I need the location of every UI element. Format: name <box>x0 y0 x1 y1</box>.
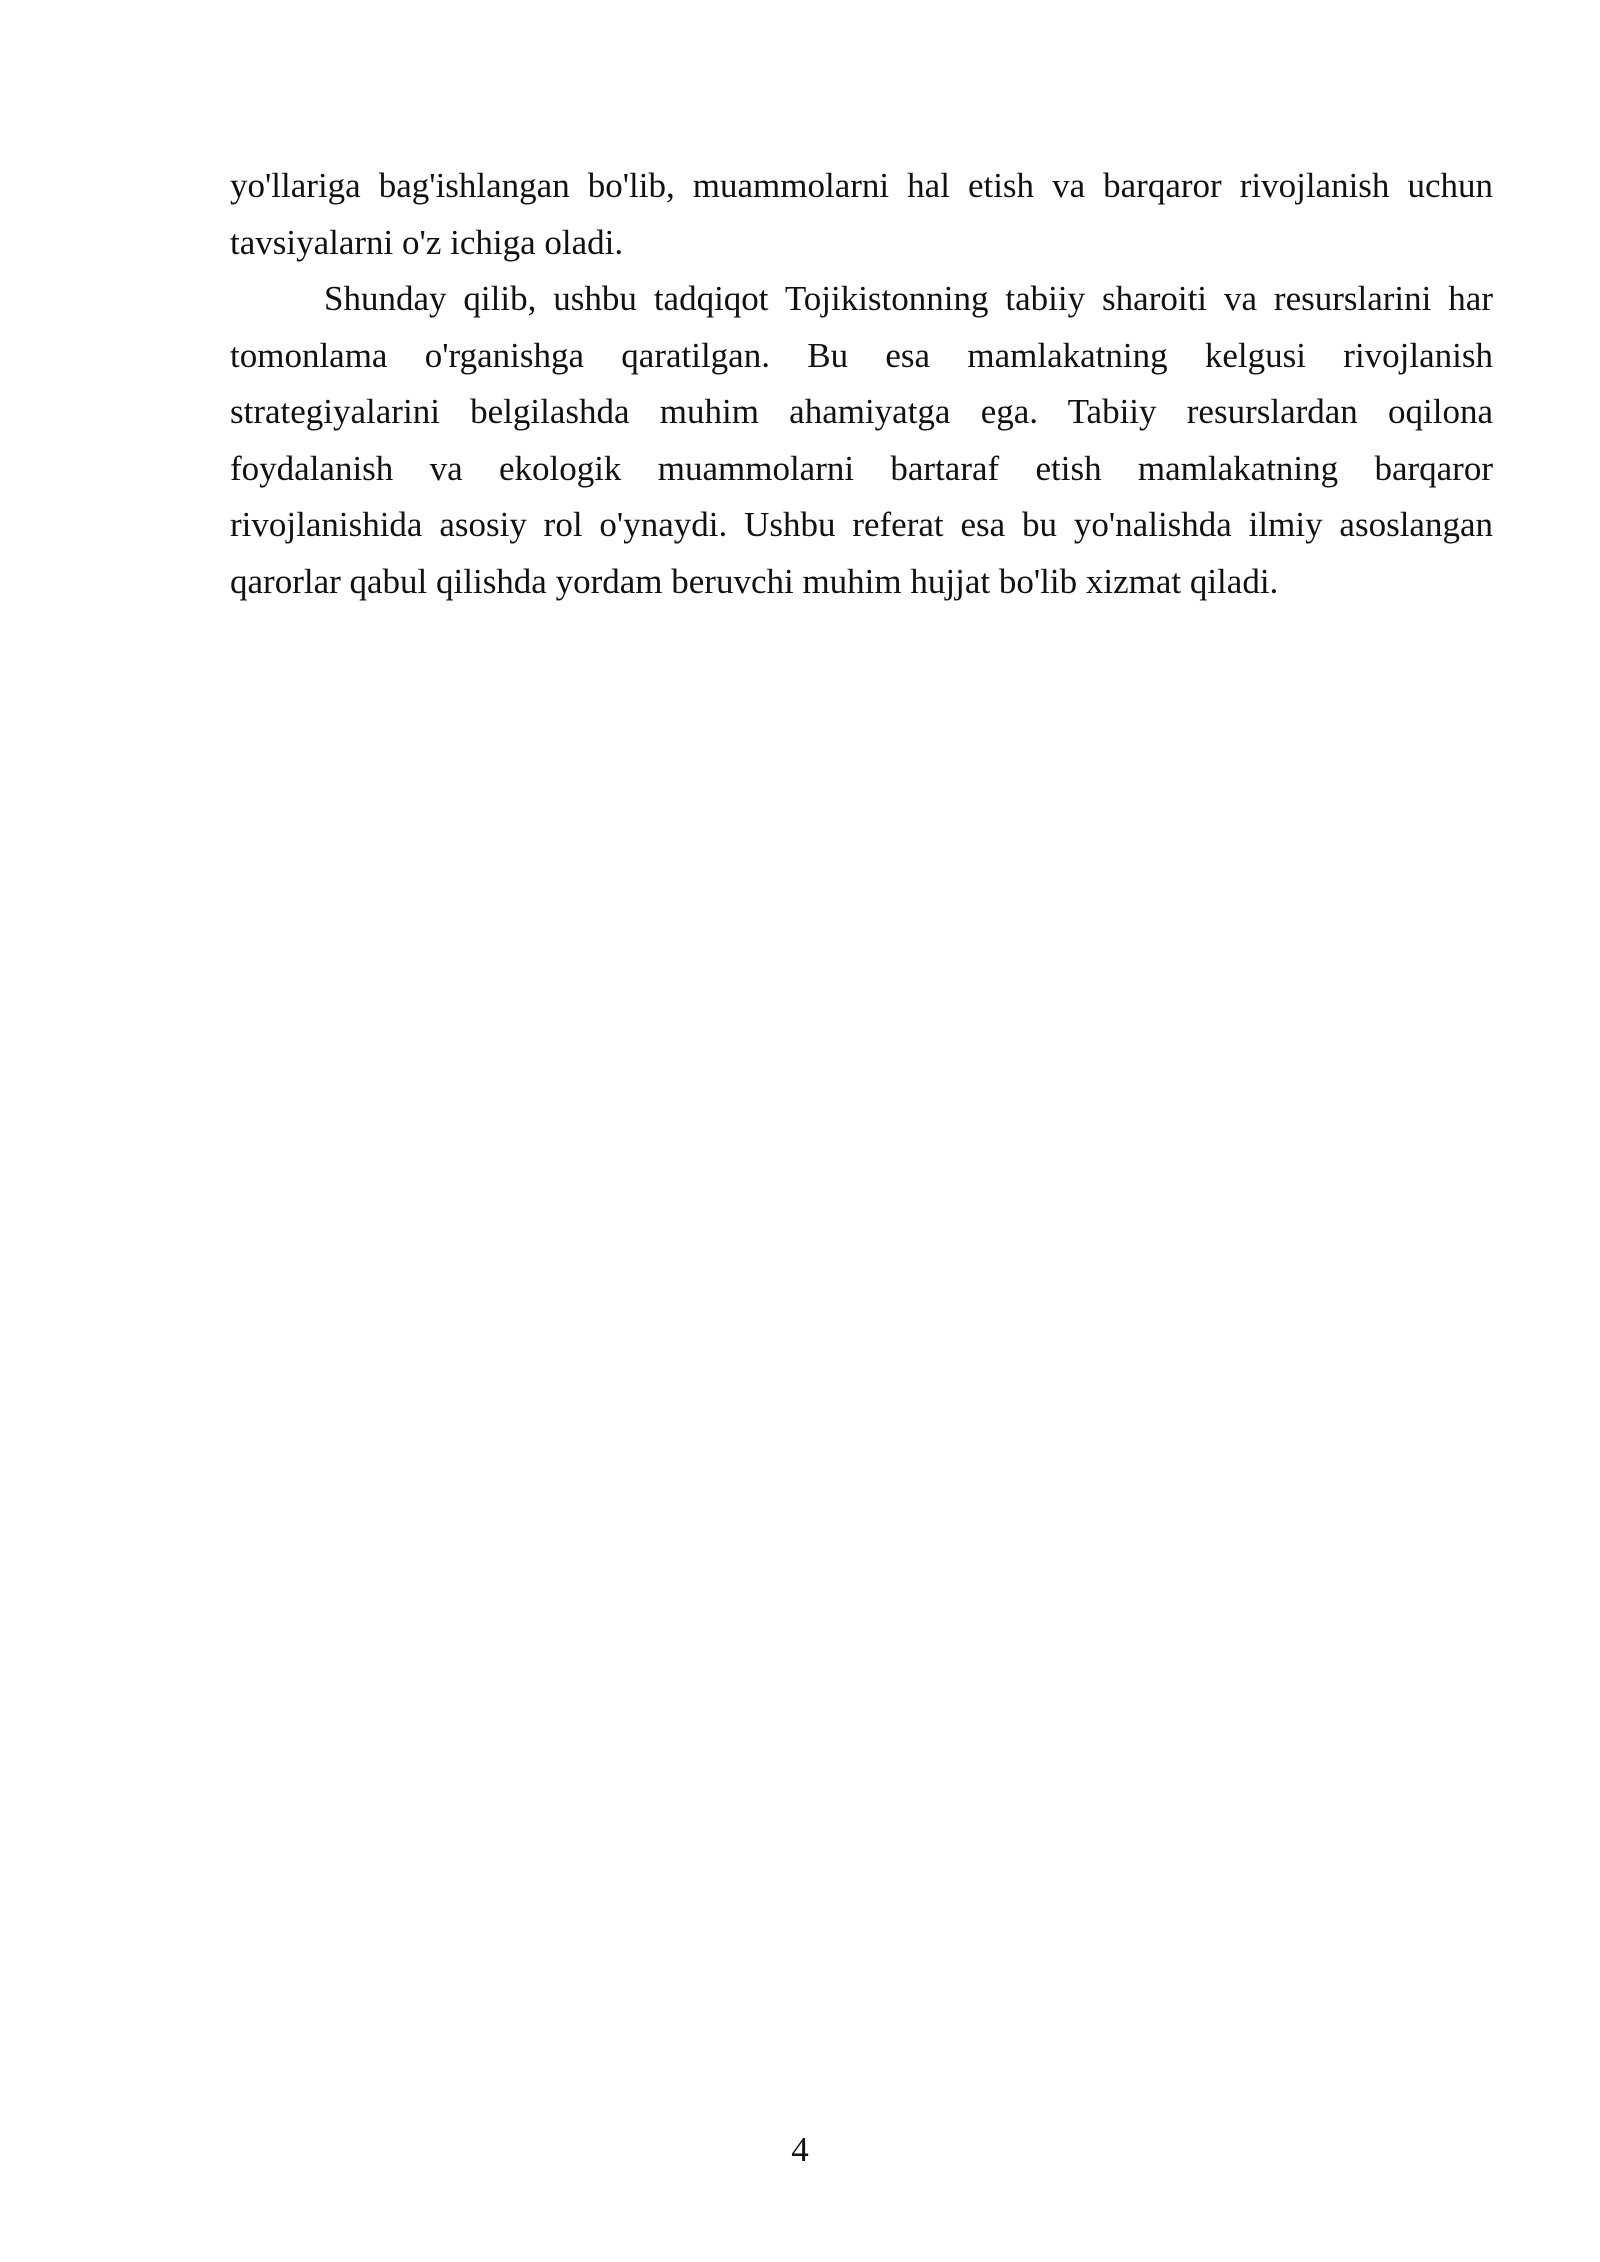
paragraph-continuation: yo'llariga bag'ishlangan bo'lib, muammolarni hal etish va barqaror rivojlanish uchun tavsiyalarni o'z ichiga oladi. <box>230 166 1493 262</box>
body-text <box>230 158 1493 610</box>
paragraph-conclusion: Shunday qilib, ushbu tadqiqot Tojikistonning tabiiy sharoiti va resurslarini har tomonlama o'rganishga qaratilgan. Bu esa mamlakatning kelgusi rivojlanish strategiyalarini belgilashda muhim ahamiyatga ega. Tabiiy resurslardan oqilona foydalanish va ekologik muammolarni bartaraf etish mamlakatning barqaror rivojlanishida asosiy rol o'ynaydi. Ushbu referat esa bu yo'nalishda ilmiy asoslangan qarorlar qabul qilishda yordam beruvchi muhim hujjat bo'lib xizmat qiladi. <box>230 279 1493 601</box>
page-number: 4 <box>791 2130 809 2169</box>
